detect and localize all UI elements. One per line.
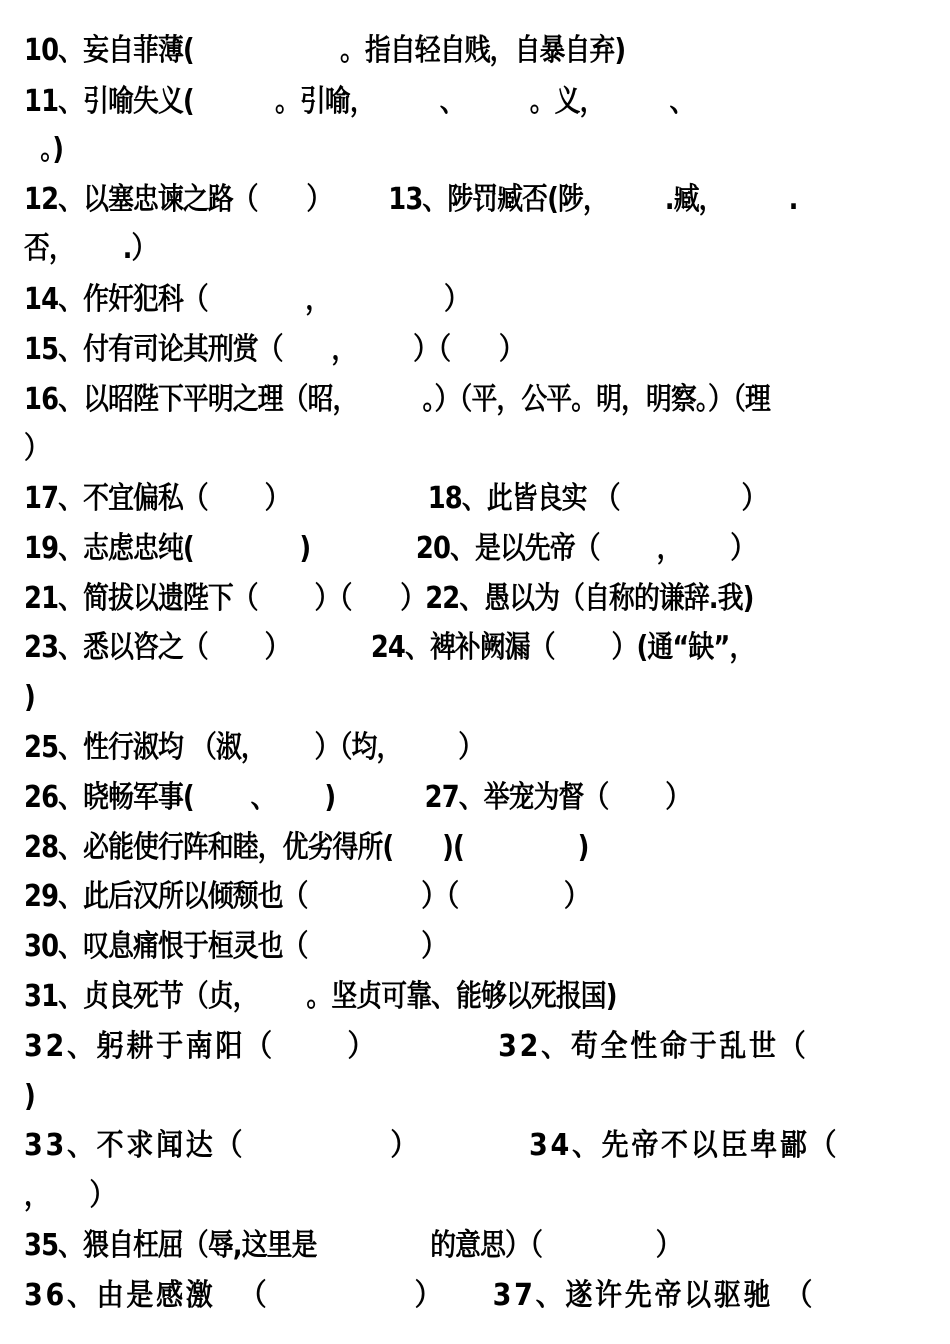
item-24-continuation: )	[24, 680, 35, 715]
item-33-34-line: 33、不求闻达（ ） 34、先帝不以臣卑鄙（	[24, 1128, 840, 1163]
item-32-continuation: )	[24, 1079, 35, 1114]
item-36-37-line: 36、由是感激 （ ） 37、遂许先帝以驱驰 （	[24, 1278, 816, 1313]
item-12-13-line: 12、以塞忠谏之路（ ） 13、陟罚臧否(陟， .臧， .	[24, 182, 798, 217]
item-34-continuation: ， ）	[24, 1178, 115, 1213]
item-35-line: 35、猥自枉屈（辱,这里是 的意思）（ ）	[24, 1228, 681, 1263]
item-17-18-line: 17、不宜偏私（ ） 18、此皆良实 （ ）	[24, 481, 767, 516]
item-31-line: 31、贞良死节（贞， 。坚贞可靠、能够以死报国)	[24, 979, 617, 1014]
item-30-line: 30、叹息痛恨于桓灵也（ ）	[24, 929, 447, 964]
item-21-22-line: 21、简拔以遗陛下（ ）（ ）22、愚以为（自称的谦辞.我)	[24, 581, 754, 616]
item-11-continuation: 。)	[24, 132, 64, 167]
item-23-24-line: 23、悉以咨之（ ） 24、裨补阙漏（ ）(通“缺”，	[24, 630, 755, 665]
item-11-line: 11、引喻失义( 。引喻， 、 。义， 、	[24, 84, 695, 119]
item-14-line: 14、作奸犯科（ ， ）	[24, 282, 469, 317]
item-25-line: 25、性行淑均 （淑， ）（均， ）	[24, 730, 484, 765]
item-10-line: 10、妄自菲薄( 。指自轻自贱，自暴自弃)	[24, 33, 626, 68]
item-29-line: 29、此后汉所以倾颓也（ ）（ ）	[24, 879, 589, 914]
item-28-line: 28、必能使行阵和睦，优劣得所( )( )	[24, 830, 589, 865]
item-19-20-line: 19、志虑忠纯( ) 20、是以先帝（ ， ）	[24, 531, 756, 566]
item-26-27-line: 26、晓畅军事( 、 ) 27、举宠为督（ ）	[24, 780, 691, 815]
item-16-line: 16、以昭陛下平明之理（昭， 。）（平，公平。明，明察。）（理	[24, 382, 770, 417]
item-13-continuation: 否， .）	[24, 231, 157, 266]
item-32-line: 32、躬耕于南阳（ ） 32、苟全性命于乱世（	[24, 1029, 809, 1064]
item-16-continuation: ）	[24, 431, 49, 466]
item-15-line: 15、付有司论其刑赏（ ， ）（ ）	[24, 332, 524, 367]
